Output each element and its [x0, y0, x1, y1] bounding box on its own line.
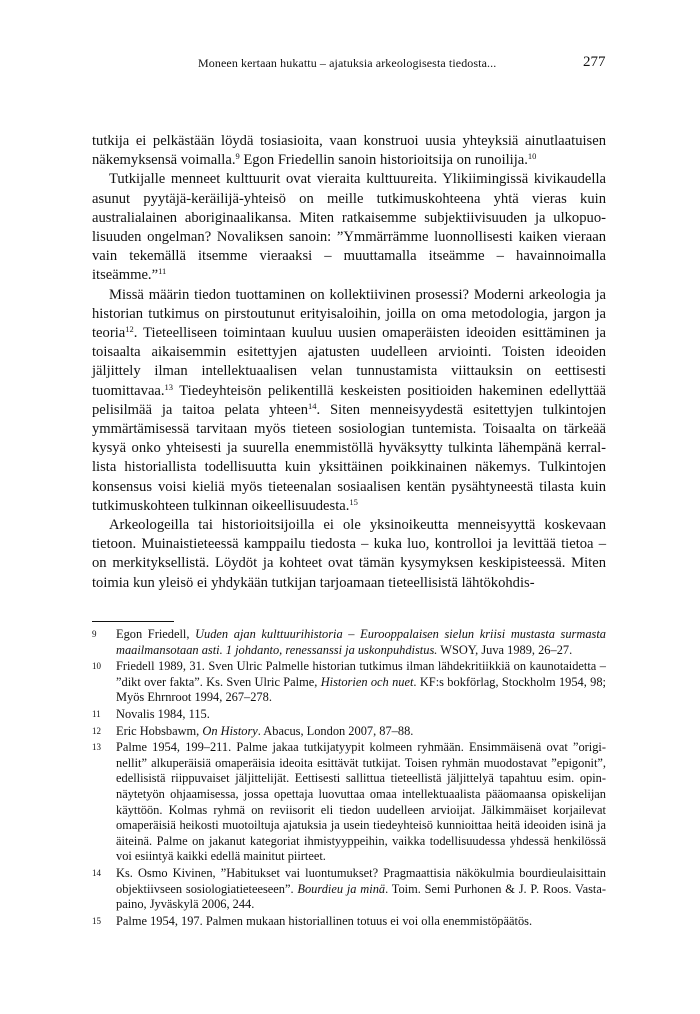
text-run: Friedell 1989, 31. Sven Ulric Palmelle historian tutkimus ilman lähdekritiikkiä on kaunotaidetta – ”dikt over fakta”. Ks. Sven Ulric Palme, [116, 659, 606, 689]
text-run: Arkeologeilla tai historioitsijoilla ei ole yksinoikeutta menneisyyttä koskevaan tietoon. Muinaistieteessä kamppailu tiedosta – kuka luo, kontrolloi ja levittää tietoa – on merkityksellistä. Löydöt ja kohteet ovat tämän kysymyksen keskipisteessä. Miten toimia kun yleisö ei yhdykään tutkijan tarjoamaan tieteellisistä lähtökohdis- [92, 517, 606, 591]
footnote-ref: 13 [164, 381, 174, 392]
text-run: Palme 1954, 197. Palmen mukaan historiallinen totuus ei voi olla enemmistöpäätös. [116, 913, 533, 928]
text-run: Egon Friedell, [116, 627, 196, 641]
footnote-text [116, 724, 606, 740]
footnote-divider [92, 621, 174, 622]
footnote [92, 724, 606, 740]
running-header [0, 54, 700, 74]
text-run: . Toim. Semi Purhonen & J. P. Roos. Vastapaino, Jyväskylä 2006, 244. [116, 881, 606, 912]
footnote-text [116, 914, 606, 930]
text-run: . Tieteelliseen toimintaan kuuluu uusien omaperäisten ideoiden esittäminen ja toisaalta aikaisemmin esitettyjen ajatusten uudelleen arviointi. Toisten ideoiden jäljittely ilman intellektuaalisen velan tunnustamista viittauksin on eettisesti tuomittavaa. [92, 325, 606, 399]
text-run: Tutkijalle menneet kulttuurit ovat vieraita kulttuureita. Ylikiimingissä kivikaudella asunut pyytäjä-keräilijä-yhteisö on meille tutkimuskohteena yhtä vieras kuin australialainen aboriginaalikansa. Miten ratkaisemme subjektiivisuuden ja ulkopuolisuuden ongelman? Novaliksen sanoin: ”Ymmärrämme luonnollisesti kaiken vieraan vain tekemällä itsemme vieraaksi – muuttamalla itseämme – havainnoimalla itseämme.” [92, 171, 606, 284]
text-run: WSOY, Juva 1989, 26–27. [437, 642, 573, 657]
footnote [92, 659, 606, 706]
text-run: Missä määrin tiedon tuottaminen on kollektiivinen prosessi? Moderni arkeologia ja historian tutkimus on pirstoutunut erityisaloihin, joilla on oma metodologia, jargon ja teoria [92, 286, 606, 342]
footnote-text [116, 659, 606, 706]
italic-title: Historien och nuet [320, 674, 414, 689]
footnote-text [116, 866, 606, 913]
text-run: Palme 1954, 199–211. Palme jakaa tutkijatyypit kolmeen ryhmään. Ensimmäisenä ovat ”originellit” alkuperäisiä omaperäisia ideoita esittävät tutkijat. Toisen ryhmän muodostavat ”epigonit”, edellisistä riippuvaiset jäljittelijät. Eettisesti sallittua tieteellistä jäljittelyä tapahtuu esim. opinnäytetyön ohjaamisessa, jossa opettaja luovuttaa omaa intellektuaalista pääomaansa opiskelijan käyttöön. Kolmas ryhmä on reviisorit eli tiedon uudelleen arvioijat. Jälkimmäiset korjailevat omaperäisiä heikosti muotoiltuja ajatuksia ja usein tiedeyhteisö kunnioittaa heitä ideoiden isinä ja äiteinä. Palme on jakanut kategoriat ihmistyyppeihin, vaikka todellisuudessa yhdessä henkilössä voi esiintyä kaikki edellä mainitut piirteet. [116, 740, 606, 864]
footnote [92, 866, 606, 913]
paragraph [92, 516, 606, 593]
footnote [92, 627, 606, 658]
running-title: Moneen kertaan hukattu – ajatuksia arkeologisesta tiedosta... [198, 56, 497, 70]
text-run: Tiedeyhteisön pelikentillä keskeisten positioiden hakeminen edellyttää pelisilmää ja taitoa pelata yhteen [92, 382, 606, 418]
footnote-text [116, 627, 606, 658]
footnote-number: 14 [92, 867, 101, 878]
footnote-ref: 9 [235, 151, 240, 162]
text-run: . Siten menneisyydestä esitettyjen tulkintojen ymmärtämisessä tarvitaan myös tieteen sosiologian tuntemista. Toisaalta on tärkeää kysyä onko yhteisesti ja suurella enemmistöllä hyväksytty tulkinta lähempänä kerrallista historiallista todellisuutta kuin yksittäinen poikkinainen näkemys. Tulkintojen konsensus voisi kieliä myös tieteenalan sosiaalisen kentän pysähtyneestä tilasta kuin tutkimuskohteen tulkinnan oikeellisuudesta. [92, 401, 606, 514]
text-run: . KF:s bokförlag, Stockholm 1954, 98; Myös Ehrnroot 1994, 267–278. [116, 674, 606, 705]
footnote-ref: 14 [308, 400, 317, 411]
text-run: Eric Hobsbawm, [116, 723, 203, 738]
footnote-number: 12 [92, 725, 101, 736]
body-text [92, 132, 606, 593]
footnote-ref: 11 [158, 266, 167, 277]
text-run: Ks. Osmo Kivinen, ”Habitukset vai luontumukset? Pragmaattisia näkökulmia bourdieulaisittain objektiivseen sosiologiatieteeseen”. [116, 865, 606, 896]
page-number: 277 [583, 54, 606, 70]
footnote [92, 740, 606, 865]
footnote-text [116, 707, 606, 723]
footnote-number: 15 [92, 915, 101, 926]
footnote-text [116, 740, 606, 865]
footnote [92, 707, 606, 723]
footnote-number: 10 [92, 661, 101, 672]
italic-title: On History [202, 723, 258, 738]
text-run: Novalis 1984, 115. [116, 706, 210, 721]
footnote-number: 11 [92, 708, 101, 719]
footnote-number: 13 [92, 742, 101, 753]
text-run: . Abacus, London 2007, 87–88. [257, 723, 414, 738]
text-run: Egon Friedellin sanoin historioitsija on runoilija. [239, 152, 528, 169]
footnote-ref: 15 [349, 496, 358, 507]
paragraph [92, 286, 606, 516]
paragraph [92, 132, 606, 170]
footnotes [92, 627, 606, 930]
text-run: tutkija ei pelkästään löydä tosiasioita, vaan konstruoi uusia yhteyksiä ainutlaatuisen näkemyksensä voimalla. [92, 133, 606, 169]
italic-title: Bourdieu ja minä [297, 881, 386, 896]
footnote [92, 914, 606, 930]
footnote-ref: 12 [125, 324, 134, 335]
italic-title: Uuden ajan kulttuurihistoria – Eurooppalaisen sielun kriisi mustasta surmasta maailmansotaan asti. 1 johdanto, renessanssi ja uskonpuhdistus. [116, 627, 606, 657]
footnote-ref: 10 [527, 151, 537, 162]
footnote-number: 9 [92, 629, 97, 639]
paragraph [92, 170, 606, 285]
